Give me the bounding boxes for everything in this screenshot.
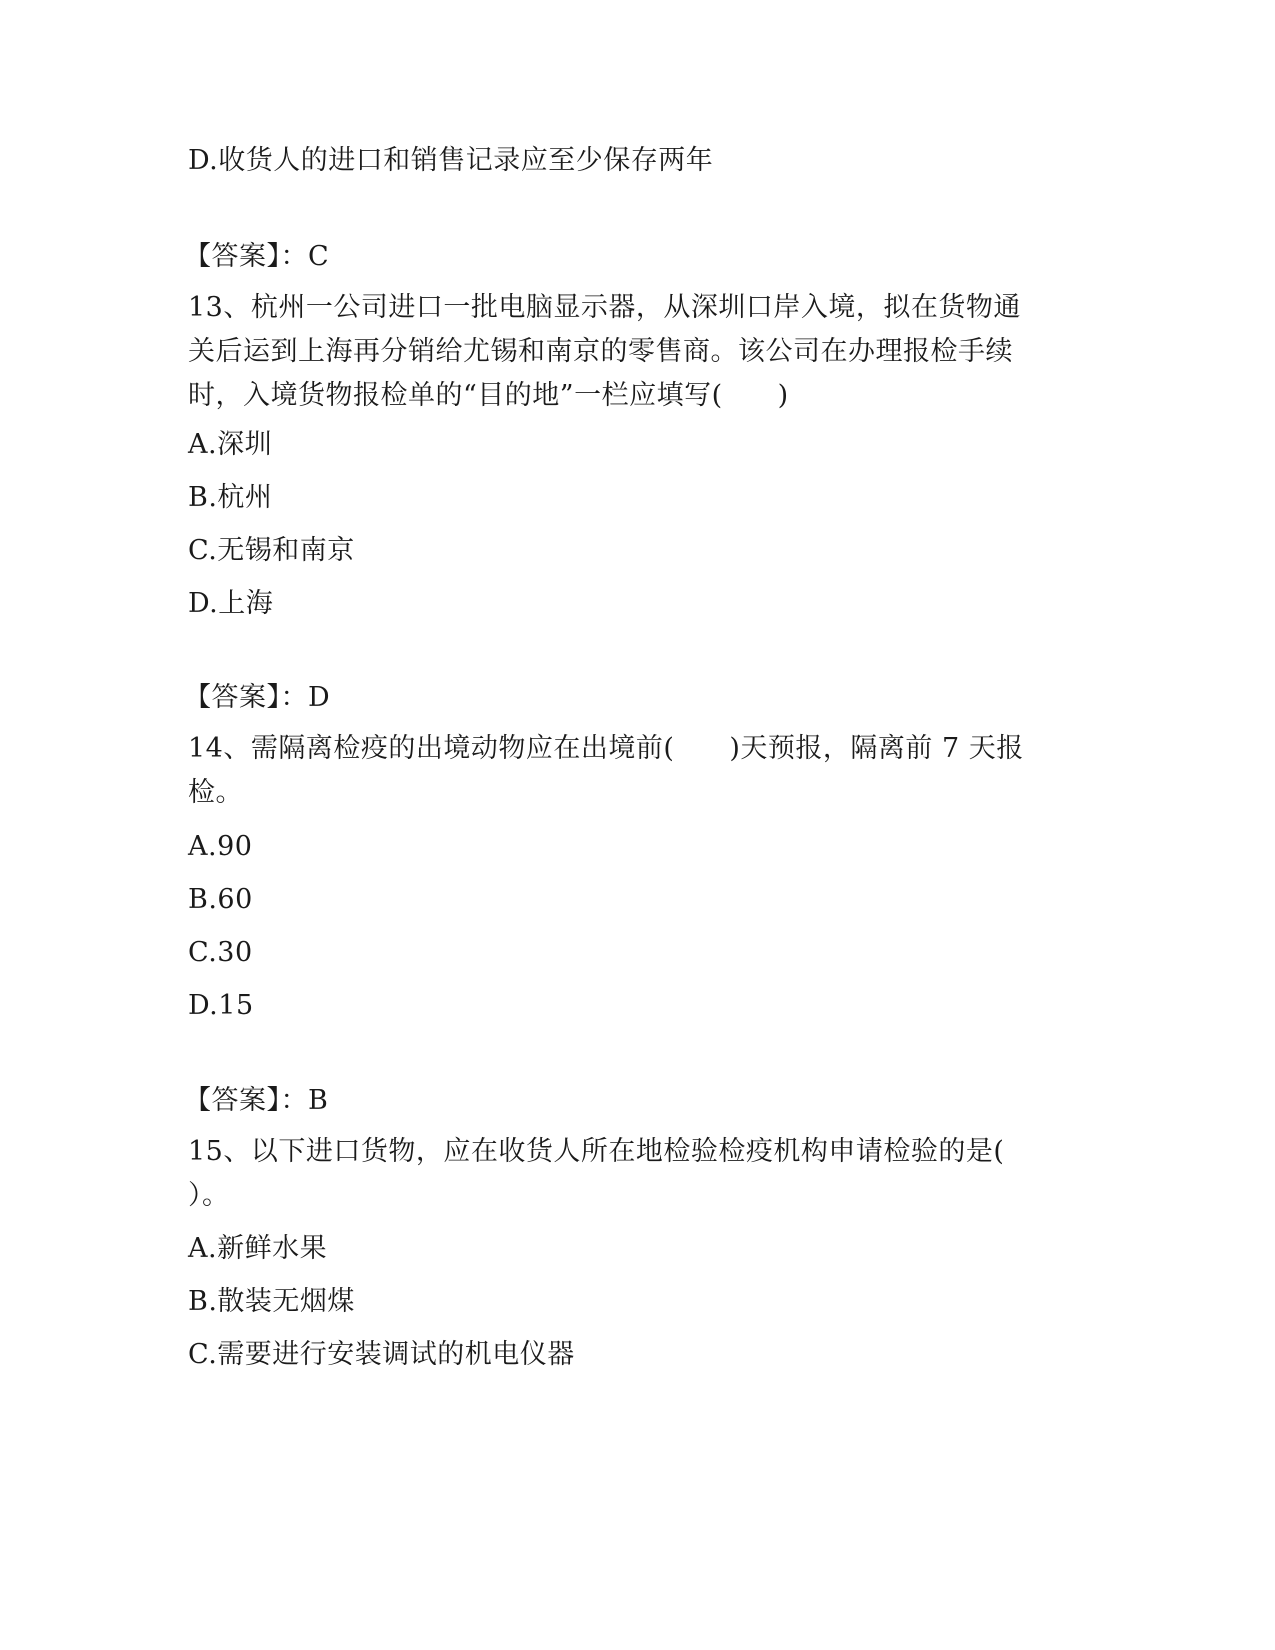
option-a-q15: A.新鲜水果 xyxy=(188,1233,328,1264)
option-d-q13: D.上海 xyxy=(188,588,274,619)
option-a-q13: A.深圳 xyxy=(188,429,273,460)
question-13-line-1: 13、杭州一公司进口一批电脑显示器，从深圳口岸入境，拟在货物通 xyxy=(188,292,1021,323)
question-14-line-2: 检。 xyxy=(188,777,243,808)
answer-q13: 【答案】：D xyxy=(184,682,331,713)
option-b-q13: B.杭州 xyxy=(188,482,273,513)
question-15-line-2: ）。 xyxy=(188,1180,230,1211)
answer-q12: 【答案】：C xyxy=(184,241,330,272)
option-c-q14: C.30 xyxy=(188,937,253,968)
question-13-line-3: 时，入境货物报检单的“目的地”一栏应填写( ) xyxy=(188,380,789,411)
option-c-q13: C.无锡和南京 xyxy=(188,535,355,566)
option-b-q14: B.60 xyxy=(188,884,253,915)
option-a-q14: A.90 xyxy=(188,831,253,862)
option-b-q15: B.散装无烟煤 xyxy=(188,1286,355,1317)
option-d-q12: D.收货人的进口和销售记录应至少保存两年 xyxy=(188,145,714,176)
option-d-q14: D.15 xyxy=(188,990,254,1021)
question-14-line-1: 14、需隔离检疫的出境动物应在出境前( )天预报，隔离前 7 天报 xyxy=(188,733,1024,764)
answer-q14: 【答案】：B xyxy=(184,1085,329,1116)
option-c-q15: C.需要进行安装调试的机电仪器 xyxy=(188,1339,575,1370)
question-13-line-2: 关后运到上海再分销给尤锡和南京的零售商。该公司在办理报检手续 xyxy=(188,336,1013,367)
question-15-line-1: 15、以下进口货物，应在收货人所在地检验检疫机构申请检验的是( xyxy=(188,1136,1005,1167)
